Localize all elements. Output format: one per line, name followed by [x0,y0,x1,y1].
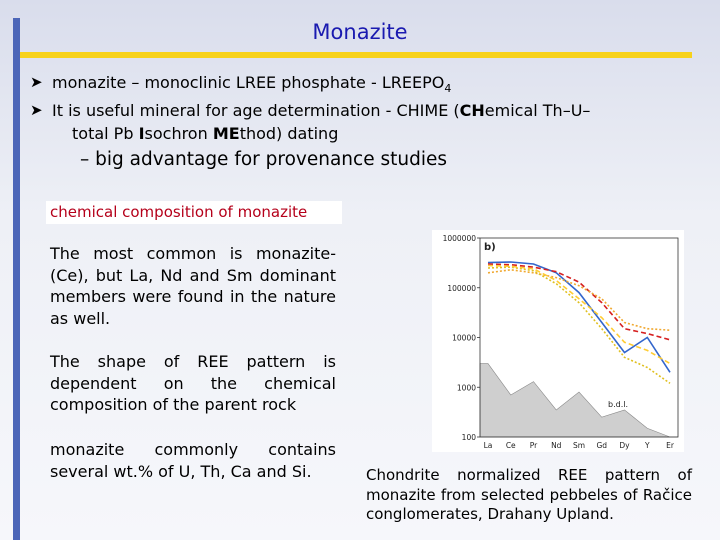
panel-label: b) [484,242,496,253]
y-tick-label: 1000000 [442,234,476,243]
x-tick-label: Sm [572,441,586,450]
section-heading: chemical composition of monazite [50,203,308,221]
bdl-annotation: b.d.l. [608,400,629,410]
paragraph-contents: monazite commonly contains several wt.% of U, Th, Ca and Si. [50,440,336,481]
arrow-bullet-icon: ➤ [30,101,43,119]
ree-pattern-chart [432,230,684,452]
x-tick-label: Gd [596,441,608,450]
bullet-age-determination: ➤ It is useful mineral for age determination - CHIME (CHemical Th–U– [30,101,591,120]
y-tick-label: 10000 [452,333,476,343]
x-tick-label: La [483,441,493,450]
slide-title: Monazite [312,20,408,44]
arrow-bullet-icon: ➤ [30,73,43,91]
x-tick-label: Ce [505,441,516,450]
y-tick-label: 1000 [456,383,476,393]
bullet-age-determination-continued: total Pb Isochron MEthod) dating [72,124,339,143]
chart-caption: Chondrite normalized REE pattern of monazite from selected pebbeles of Račice conglomerates, Drahany Upland. [366,466,692,523]
y-tick-label: 100000 [447,283,476,293]
x-tick-label: Er [666,441,674,450]
title-underline-bar [20,52,692,58]
left-accent-bar [13,18,20,540]
x-tick-label: Pr [529,441,538,450]
y-tick-label: 100 [461,433,476,442]
section-heading-box [46,201,342,224]
sub-bullet-provenance: – big advantage for provenance studies [80,149,447,170]
paragraph-common-monazite: The most common is monazite-(Ce), but La, Nd and Sm dominant members were found in the nature as well. [50,244,336,328]
x-tick-label: Nd [551,441,562,450]
x-tick-label: Dy [619,441,630,450]
paragraph-ree-pattern: The shape of REE pattern is dependent on the chemical composition of the parent rock [50,352,336,414]
bullet-monazite-definition: ➤ monazite – monoclinic LREE phosphate - $LREEPO_4$ [30,73,452,96]
x-tick-label: Y [644,441,650,450]
